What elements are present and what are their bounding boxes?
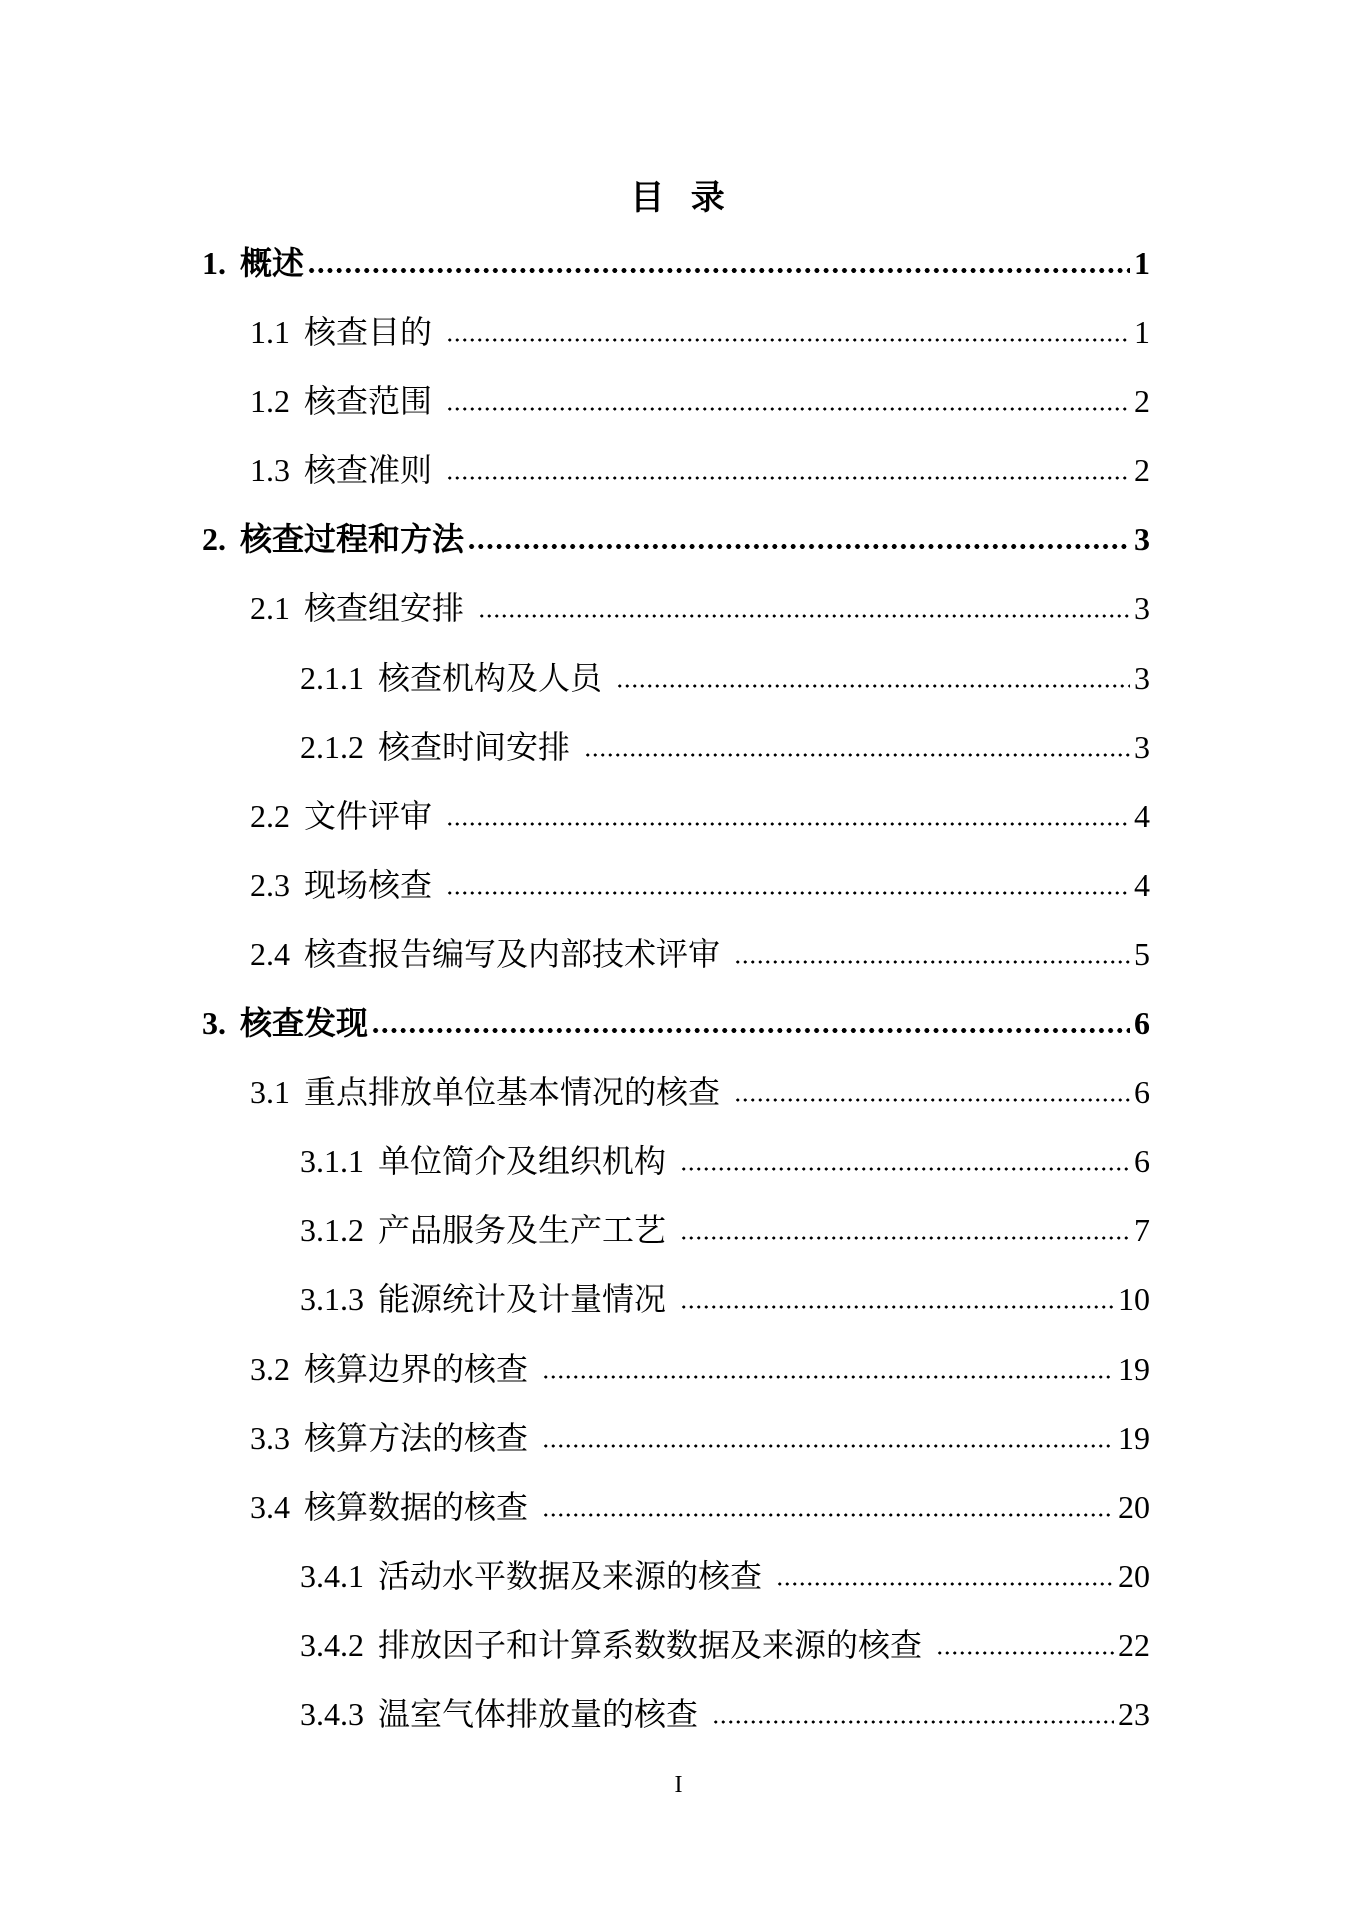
toc-entry[interactable] [202,1335,1150,1404]
footer-page-number: I [674,1772,683,1798]
page-title: 目 录 [630,180,727,217]
toc-entry-number: 3.4 [250,1488,290,1525]
dotted-leader [307,267,1130,274]
toc-entry-number: 2. [202,521,226,558]
table-of-contents [202,229,1150,1749]
toc-entry[interactable] [202,644,1150,713]
toc-entry-page: 2 [1134,383,1150,420]
toc-entry-label: 重点排放单位基本情况的核查 [304,1074,721,1111]
toc-entry-page: 6 [1134,1143,1150,1180]
toc-entry-number: 2.1.1 [300,659,364,696]
dotted-leader [446,406,1130,412]
dotted-leader [616,683,1130,689]
toc-entry-number: 1.1 [250,314,290,351]
toc-entry-number: 2.2 [250,797,290,834]
toc-entry-number: 1.3 [250,452,290,489]
toc-entry-label: 核查机构及人员 [378,659,603,696]
toc-entry[interactable] [202,1127,1150,1196]
toc-entry-number: 3.1.3 [300,1281,364,1318]
toc-entry-label: 核算数据的核查 [304,1488,529,1525]
toc-entry-number: 3.4.1 [300,1557,364,1594]
toc-entry-page: 1 [1134,245,1150,281]
toc-entry-page: 6 [1134,1005,1150,1042]
toc-entry-number: 2.1 [250,590,290,627]
toc-entry[interactable] [202,298,1150,367]
toc-entry-page: 3 [1134,521,1150,558]
toc-entry-number: 2.3 [250,866,290,903]
toc-entry-label: 核算方法的核查 [304,1419,529,1456]
toc-entry-label: 核查发现 [240,1005,369,1042]
toc-entry[interactable] [202,1473,1150,1542]
toc-entry-number: 3.2 [250,1350,290,1387]
toc-entry[interactable] [202,1542,1150,1611]
toc-entry-number: 2.1.2 [300,728,364,765]
toc-entry-label: 核查范围 [304,383,433,420]
toc-entry-label: 核查报告编写及内部技术评审 [304,935,721,972]
toc-entry[interactable] [202,229,1150,298]
toc-entry-label: 文件评审 [304,797,433,834]
dotted-leader [680,1235,1130,1241]
toc-entry-number: 2.4 [250,935,290,972]
dotted-leader [712,1719,1114,1725]
toc-entry-page: 3 [1134,659,1150,696]
toc-entry[interactable] [202,1680,1150,1749]
toc-entry-page: 22 [1118,1626,1150,1663]
toc-entry-page: 23 [1118,1695,1150,1732]
dotted-leader [542,1512,1114,1518]
dotted-leader [371,1027,1130,1034]
toc-entry[interactable] [202,713,1150,782]
dotted-leader [680,1166,1130,1172]
toc-entry-number: 3.1.2 [300,1212,364,1249]
toc-entry-page: 4 [1134,797,1150,834]
toc-entry-label: 排放因子和计算系数数据及来源的核查 [378,1626,923,1663]
toc-entry[interactable] [202,505,1150,574]
toc-entry-number: 3.3 [250,1419,290,1456]
toc-entry-page: 7 [1134,1212,1150,1249]
toc-entry[interactable] [202,989,1150,1058]
dotted-leader [734,1097,1130,1103]
dotted-leader [584,752,1130,758]
toc-entry-page: 4 [1134,866,1150,903]
toc-entry-label: 概述 [240,245,305,281]
dotted-leader [446,337,1130,343]
toc-entry[interactable] [202,574,1150,643]
toc-entry-page: 5 [1134,935,1150,972]
toc-entry-label: 单位简介及组织机构 [378,1143,667,1180]
toc-entry-label: 活动水平数据及来源的核查 [378,1557,763,1594]
toc-entry[interactable] [202,920,1150,989]
toc-entry-number: 1. [202,245,226,281]
toc-entry-number: 3.4.2 [300,1626,364,1663]
toc-entry-label: 核查过程和方法 [240,521,465,558]
dotted-leader [446,890,1130,896]
dotted-leader [542,1374,1114,1380]
dotted-leader [478,613,1130,619]
toc-entry[interactable] [202,1611,1150,1680]
toc-entry-page: 10 [1118,1281,1150,1318]
toc-entry-page: 20 [1118,1557,1150,1594]
toc-entry-number: 1.2 [250,383,290,420]
toc-entry-label: 产品服务及生产工艺 [378,1212,667,1249]
toc-entry-label: 核查目的 [304,314,433,351]
dotted-leader [467,543,1130,550]
dotted-leader [680,1304,1114,1310]
toc-entry[interactable] [202,1404,1150,1473]
toc-entry-label: 核算边界的核查 [304,1350,529,1387]
dotted-leader [936,1650,1114,1656]
toc-entry[interactable] [202,367,1150,436]
toc-entry-page: 6 [1134,1074,1150,1111]
dotted-leader [542,1443,1114,1449]
dotted-leader [446,821,1130,827]
toc-entry-page: 3 [1134,590,1150,627]
toc-entry-label: 核查时间安排 [378,728,571,765]
toc-entry-page: 19 [1118,1350,1150,1387]
toc-entry-page: 1 [1134,314,1150,351]
toc-entry[interactable] [202,851,1150,920]
toc-entry[interactable] [202,1196,1150,1265]
dotted-leader [776,1581,1114,1587]
toc-entry-page: 20 [1118,1488,1150,1525]
toc-entry-page: 19 [1118,1419,1150,1456]
toc-entry-label: 核查组安排 [304,590,465,627]
toc-entry-label: 温室气体排放量的核查 [378,1695,699,1732]
toc-entry-label: 能源统计及计量情况 [378,1281,667,1318]
toc-entry[interactable] [202,1265,1150,1334]
dotted-leader [734,959,1130,965]
toc-entry-number: 3.1 [250,1074,290,1111]
toc-entry-number: 3.4.3 [300,1695,364,1732]
toc-entry[interactable] [202,782,1150,851]
toc-entry-page: 2 [1134,452,1150,489]
toc-entry-number: 3.1.1 [300,1143,364,1180]
toc-entry[interactable] [202,1058,1150,1127]
dotted-leader [446,475,1130,481]
toc-entry-number: 3. [202,1005,226,1042]
toc-entry[interactable] [202,436,1150,505]
toc-entry-label: 核查准则 [304,452,433,489]
toc-entry-label: 现场核查 [304,866,433,903]
toc-entry-page: 3 [1134,728,1150,765]
